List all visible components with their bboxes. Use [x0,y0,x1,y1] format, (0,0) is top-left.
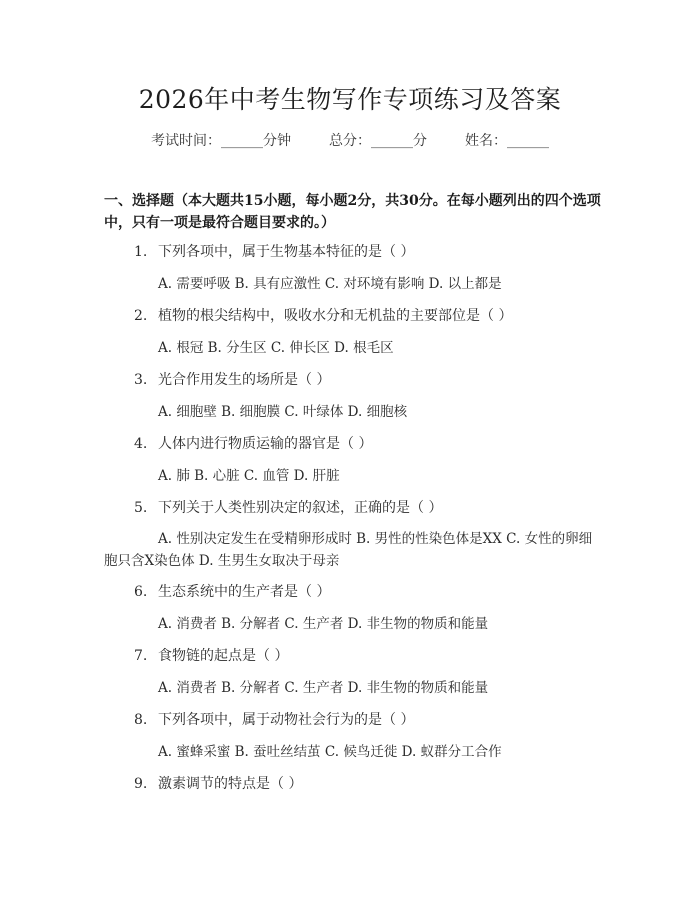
total-score-field: 总分：______分 [329,133,427,149]
question-9 [134,774,604,794]
exam-info-line [0,131,700,151]
question-number: 1. [134,244,148,260]
question-stem: 下列各项中，属于动物社会行为的是（ ） [158,712,415,728]
question-4-options: A. 肺 B. 心脏 C. 血管 D. 肝脏 [158,468,340,484]
question-number: 8. [134,712,148,728]
question-stem: 下列关于人类性别决定的叙述，正确的是（ ） [158,500,443,516]
question-1-options: A. 需要呼吸 B. 具有应激性 C. 对环境有影响 D. 以上都是 [158,276,502,292]
question-number: 7. [134,648,148,664]
question-2-options: A. 根冠 B. 分生区 C. 伸长区 D. 根毛区 [158,340,394,356]
question-number: 9. [134,776,148,792]
question-number: 5. [134,500,148,516]
page-title: 2026年中考生物写作专项练习及答案 [138,85,562,114]
question-8-options: A. 蜜蜂采蜜 B. 蚕吐丝结茧 C. 候鸟迁徙 D. 蚁群分工合作 [158,744,502,760]
question-number: 2. [134,308,148,324]
question-5-options: A. 性别决定发生在受精卵形成时 B. 男性的性染色体是XX C. 女性的卵细胞只含X染色体 D. 生男生女取决于母亲 [104,531,593,569]
question-7-options: A. 消费者 B. 分解者 C. 生产者 D. 非生物的物质和能量 [158,680,489,696]
question-stem: 植物的根尖结构中，吸收水分和无机盐的主要部位是（ ） [158,308,513,324]
question-6 [134,582,604,602]
question-number: 4. [134,436,148,452]
section-heading-choice: 一、选择题（本大题共15小题，每小题2分，共30分。在每小题列出的四个选项中，只有一项是最符合题目要求的。） [104,193,601,231]
question-3 [134,370,604,390]
question-1 [134,242,604,262]
question-number: 3. [134,372,148,388]
question-stem: 激素调节的特点是（ ） [158,776,303,792]
question-stem: 生态系统中的生产者是（ ） [158,584,331,600]
question-2 [134,306,604,326]
question-8 [134,710,604,730]
question-stem: 人体内进行物质运输的器官是（ ） [158,436,373,452]
exam-time-field: 考试时间：______分钟 [151,133,291,149]
question-6-options: A. 消费者 B. 分解者 C. 生产者 D. 非生物的物质和能量 [158,616,489,632]
question-5 [134,498,604,518]
question-stem: 光合作用发生的场所是（ ） [158,372,331,388]
student-name-field: 姓名：______ [465,133,549,149]
question-stem: 食物链的起点是（ ） [158,648,289,664]
question-3-options: A. 细胞壁 B. 细胞膜 C. 叶绿体 D. 细胞核 [158,404,408,420]
question-4 [134,434,604,454]
question-stem: 下列各项中，属于生物基本特征的是（ ） [158,244,415,260]
question-number: 6. [134,584,148,600]
question-7 [134,646,604,666]
